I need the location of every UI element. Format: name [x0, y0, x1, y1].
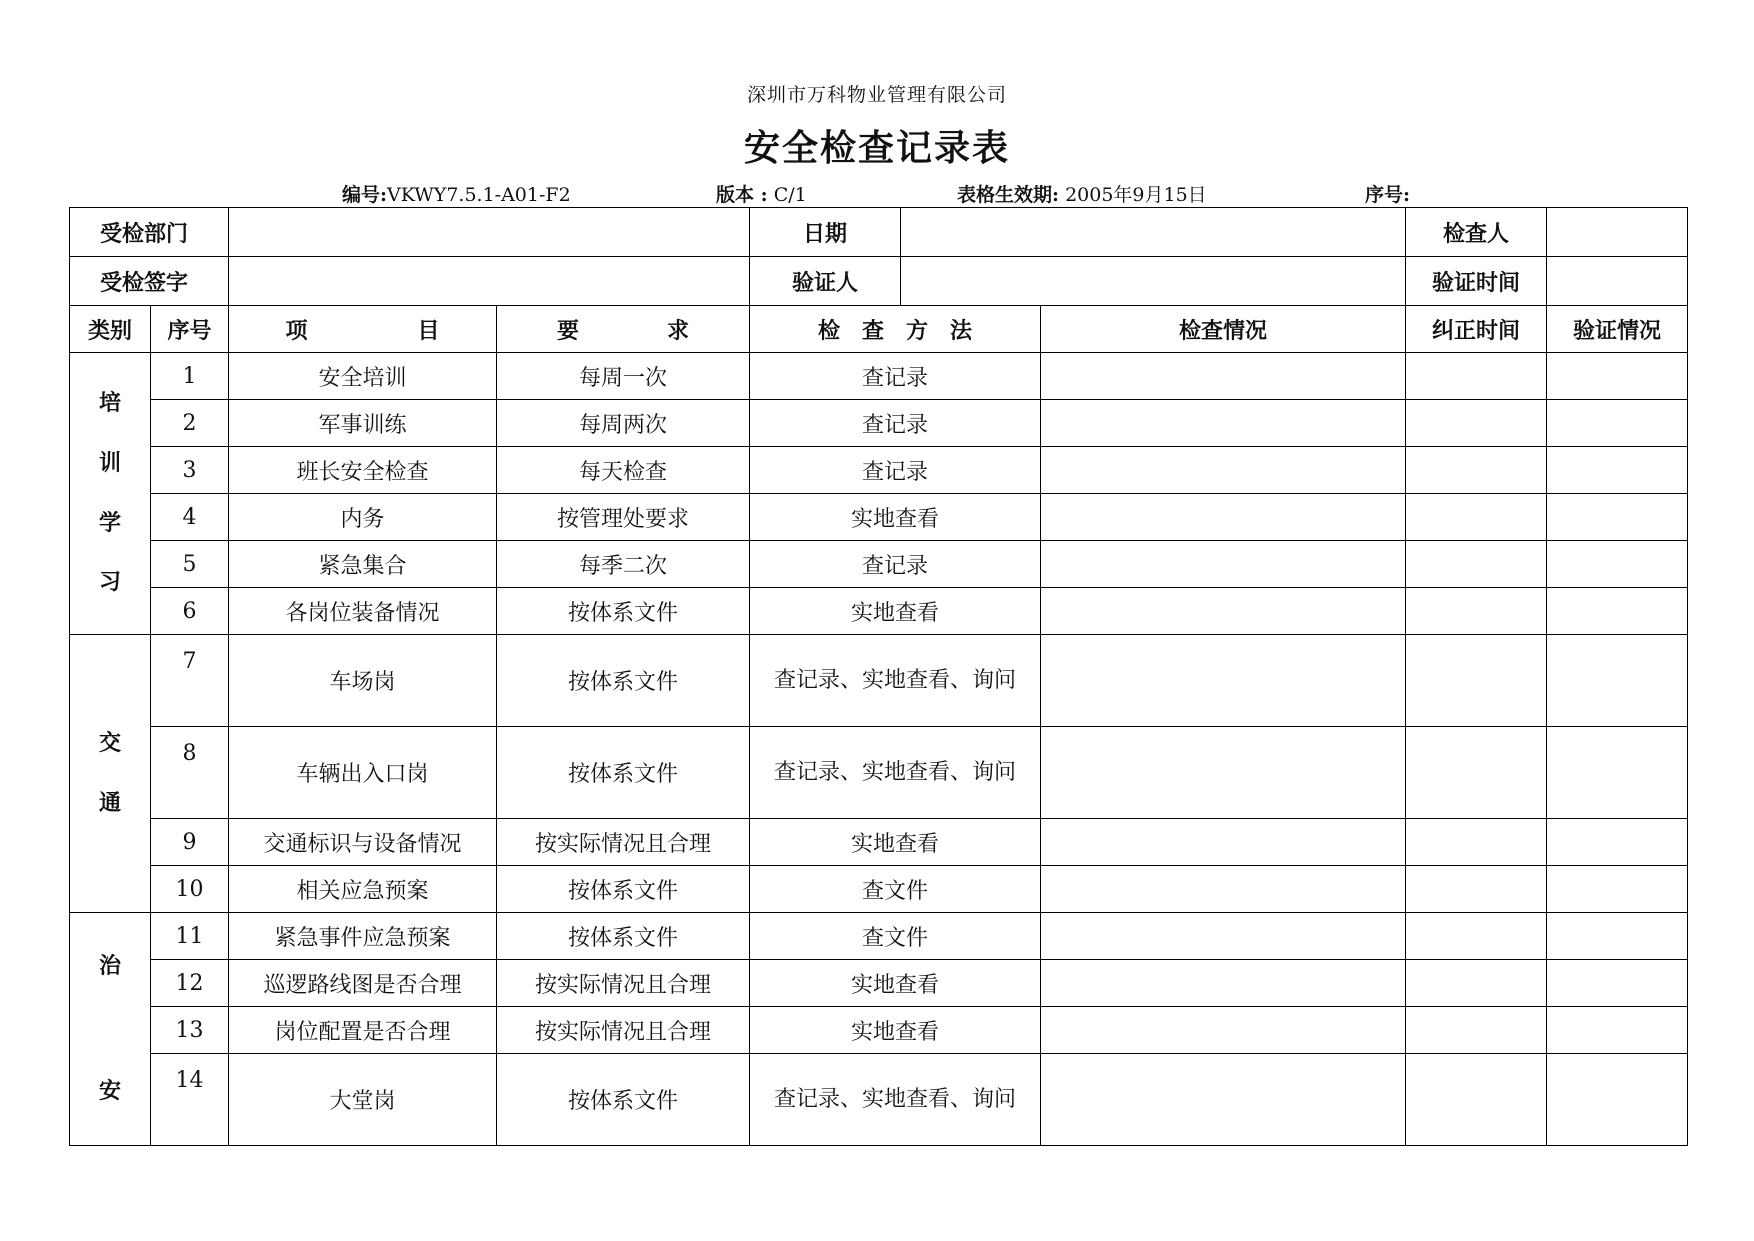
row-verify-cell[interactable] — [1547, 635, 1688, 727]
row-seq: 14 — [151, 1054, 229, 1146]
sign-label: 受检签字 — [70, 257, 229, 306]
version-label: 版本 : — [716, 184, 768, 206]
row-correct-time-cell[interactable] — [1406, 494, 1547, 541]
company-name: 深圳市万科物业管理有限公司 — [746, 84, 1007, 106]
row-correct-time-cell[interactable] — [1406, 913, 1547, 960]
category-char: 学 — [98, 509, 121, 536]
verifier-field[interactable] — [901, 257, 1406, 306]
table-row — [70, 541, 1688, 588]
row-correct-time-cell[interactable] — [1406, 960, 1547, 1007]
inspector-field[interactable] — [1547, 208, 1688, 257]
row-seq: 11 — [151, 913, 229, 960]
category-char: 交 — [98, 729, 121, 756]
category-traffic — [70, 635, 151, 913]
row-method: 查记录、实地查看、询问 — [750, 635, 1041, 727]
row-method: 查文件 — [750, 866, 1041, 913]
row-requirement: 按体系文件 — [497, 727, 750, 819]
row-seq: 9 — [151, 819, 229, 866]
row-method: 查记录 — [750, 541, 1041, 588]
row-requirement: 按实际情况且合理 — [497, 1007, 750, 1054]
row-verify-cell[interactable] — [1547, 353, 1688, 400]
row-requirement: 按体系文件 — [497, 588, 750, 635]
row-correct-time-cell[interactable] — [1406, 447, 1547, 494]
inspector-label: 检查人 — [1406, 208, 1547, 257]
row-requirement: 每周两次 — [497, 400, 750, 447]
row-verify-cell[interactable] — [1547, 494, 1688, 541]
row-status-cell[interactable] — [1041, 866, 1406, 913]
date-label: 日期 — [750, 208, 901, 257]
row-seq: 5 — [151, 541, 229, 588]
row-method: 查记录 — [750, 400, 1041, 447]
row-correct-time-cell[interactable] — [1406, 1054, 1547, 1146]
row-verify-cell[interactable] — [1547, 541, 1688, 588]
category-char: 治 — [98, 952, 121, 979]
category-char: 通 — [98, 789, 121, 816]
row-verify-cell[interactable] — [1547, 913, 1688, 960]
row-method: 查文件 — [750, 913, 1041, 960]
row-method: 实地查看 — [750, 494, 1041, 541]
row-item: 巡逻路线图是否合理 — [229, 960, 497, 1007]
row-status-cell[interactable] — [1041, 588, 1406, 635]
row-status-cell[interactable] — [1041, 1007, 1406, 1054]
code-meta — [342, 180, 571, 207]
row-method: 实地查看 — [750, 1007, 1041, 1054]
serial-label: 序号: — [1365, 184, 1411, 206]
row-correct-time-cell[interactable] — [1406, 866, 1547, 913]
row-status-cell[interactable] — [1041, 400, 1406, 447]
row-item: 车辆出入口岗 — [229, 727, 497, 819]
row-status-cell[interactable] — [1041, 1054, 1406, 1146]
dept-label: 受检部门 — [70, 208, 229, 257]
row-status-cell[interactable] — [1041, 494, 1406, 541]
row-seq: 12 — [151, 960, 229, 1007]
row-requirement: 按体系文件 — [497, 1054, 750, 1146]
row-item: 相关应急预案 — [229, 866, 497, 913]
row-method: 实地查看 — [750, 819, 1041, 866]
category-char: 习 — [98, 569, 121, 596]
row-seq: 10 — [151, 866, 229, 913]
table-row — [70, 353, 1688, 400]
row-item: 各岗位装备情况 — [229, 588, 497, 635]
row-requirement: 每季二次 — [497, 541, 750, 588]
row-seq: 1 — [151, 353, 229, 400]
row-seq: 6 — [151, 588, 229, 635]
document-title: 安全检查记录表 — [743, 127, 1010, 169]
row-requirement: 按管理处要求 — [497, 494, 750, 541]
category-char: 安 — [98, 1077, 121, 1104]
row-verify-cell[interactable] — [1547, 588, 1688, 635]
version-meta — [716, 180, 807, 207]
row-item: 紧急集合 — [229, 541, 497, 588]
row-seq: 7 — [151, 635, 229, 727]
row-correct-time-cell[interactable] — [1406, 541, 1547, 588]
row-correct-time-cell[interactable] — [1406, 727, 1547, 819]
row-item: 班长安全检查 — [229, 447, 497, 494]
row-method: 实地查看 — [750, 588, 1041, 635]
row-item: 紧急事件应急预案 — [229, 913, 497, 960]
table-row — [70, 913, 1688, 960]
row-requirement: 每天检查 — [497, 447, 750, 494]
row-method: 实地查看 — [750, 960, 1041, 1007]
verify-time-field[interactable] — [1547, 257, 1688, 306]
row-correct-time-cell[interactable] — [1406, 588, 1547, 635]
table-row — [70, 819, 1688, 866]
col-method: 检 查 方 法 — [750, 306, 1041, 353]
row-requirement: 按实际情况且合理 — [497, 960, 750, 1007]
dept-field[interactable] — [229, 208, 750, 257]
table-row — [70, 400, 1688, 447]
row-verify-cell[interactable] — [1547, 866, 1688, 913]
row-verify-cell[interactable] — [1547, 727, 1688, 819]
row-seq: 8 — [151, 727, 229, 819]
effective-meta — [957, 180, 1207, 207]
verifier-label: 验证人 — [750, 257, 901, 306]
row-item: 交通标识与设备情况 — [229, 819, 497, 866]
table-row — [70, 960, 1688, 1007]
row-item: 岗位配置是否合理 — [229, 1007, 497, 1054]
effective-value: 2005年9月15日 — [1065, 184, 1207, 206]
row-seq: 4 — [151, 494, 229, 541]
row-status-cell[interactable] — [1041, 353, 1406, 400]
category-char: 培 — [98, 390, 121, 417]
table-row — [70, 866, 1688, 913]
row-correct-time-cell[interactable] — [1406, 353, 1547, 400]
table-row — [70, 1054, 1688, 1146]
table-row — [70, 447, 1688, 494]
col-category: 类别 — [70, 306, 151, 353]
row-status-cell[interactable] — [1041, 819, 1406, 866]
row-status-cell[interactable] — [1041, 447, 1406, 494]
row-requirement: 每周一次 — [497, 353, 750, 400]
sign-field[interactable] — [229, 257, 750, 306]
row-requirement: 按体系文件 — [497, 866, 750, 913]
row-method: 查记录 — [750, 447, 1041, 494]
row-correct-time-cell[interactable] — [1406, 1007, 1547, 1054]
row-requirement: 按实际情况且合理 — [497, 819, 750, 866]
serial-meta — [1365, 180, 1410, 207]
col-requirement: 要 求 — [497, 306, 750, 353]
row-seq: 3 — [151, 447, 229, 494]
row-method: 查记录 — [750, 353, 1041, 400]
row-method: 查记录、实地查看、询问 — [750, 1054, 1041, 1146]
row-requirement: 按体系文件 — [497, 913, 750, 960]
table-row — [70, 588, 1688, 635]
row-verify-cell[interactable] — [1547, 819, 1688, 866]
date-field[interactable] — [901, 208, 1406, 257]
col-correct-time: 纠正时间 — [1406, 306, 1547, 353]
inspection-table — [69, 207, 1688, 1146]
category-char: 训 — [98, 449, 121, 476]
header-row-1 — [70, 208, 1688, 257]
col-verify-status: 验证情况 — [1547, 306, 1688, 353]
row-requirement: 按体系文件 — [497, 635, 750, 727]
row-status-cell[interactable] — [1041, 541, 1406, 588]
row-verify-cell[interactable] — [1547, 1007, 1688, 1054]
col-status: 检查情况 — [1041, 306, 1406, 353]
category-training — [70, 353, 151, 635]
row-item: 安全培训 — [229, 353, 497, 400]
row-status-cell[interactable] — [1041, 913, 1406, 960]
row-item: 内务 — [229, 494, 497, 541]
row-verify-cell[interactable] — [1547, 960, 1688, 1007]
row-verify-cell[interactable] — [1547, 1054, 1688, 1146]
row-method: 查记录、实地查看、询问 — [750, 727, 1041, 819]
code-value: VKWY7.5.1-A01-F2 — [387, 184, 571, 206]
category-security — [70, 913, 151, 1146]
row-status-cell[interactable] — [1041, 635, 1406, 727]
effective-label: 表格生效期: — [957, 184, 1060, 206]
code-label: 编号: — [342, 184, 388, 206]
verify-time-label: 验证时间 — [1406, 257, 1547, 306]
column-header-row — [70, 306, 1688, 353]
table-row — [70, 635, 1688, 727]
row-item: 大堂岗 — [229, 1054, 497, 1146]
row-verify-cell[interactable] — [1547, 447, 1688, 494]
table-row — [70, 1007, 1688, 1054]
table-row — [70, 727, 1688, 819]
table-row — [70, 494, 1688, 541]
row-status-cell[interactable] — [1041, 960, 1406, 1007]
col-item: 项 目 — [229, 306, 497, 353]
row-seq: 2 — [151, 400, 229, 447]
row-seq: 13 — [151, 1007, 229, 1054]
row-correct-time-cell[interactable] — [1406, 635, 1547, 727]
header-row-2 — [70, 257, 1688, 306]
row-correct-time-cell[interactable] — [1406, 819, 1547, 866]
row-verify-cell[interactable] — [1547, 400, 1688, 447]
col-seq: 序号 — [151, 306, 229, 353]
row-correct-time-cell[interactable] — [1406, 400, 1547, 447]
row-status-cell[interactable] — [1041, 727, 1406, 819]
row-item: 军事训练 — [229, 400, 497, 447]
row-item: 车场岗 — [229, 635, 497, 727]
version-value: C/1 — [773, 184, 807, 206]
